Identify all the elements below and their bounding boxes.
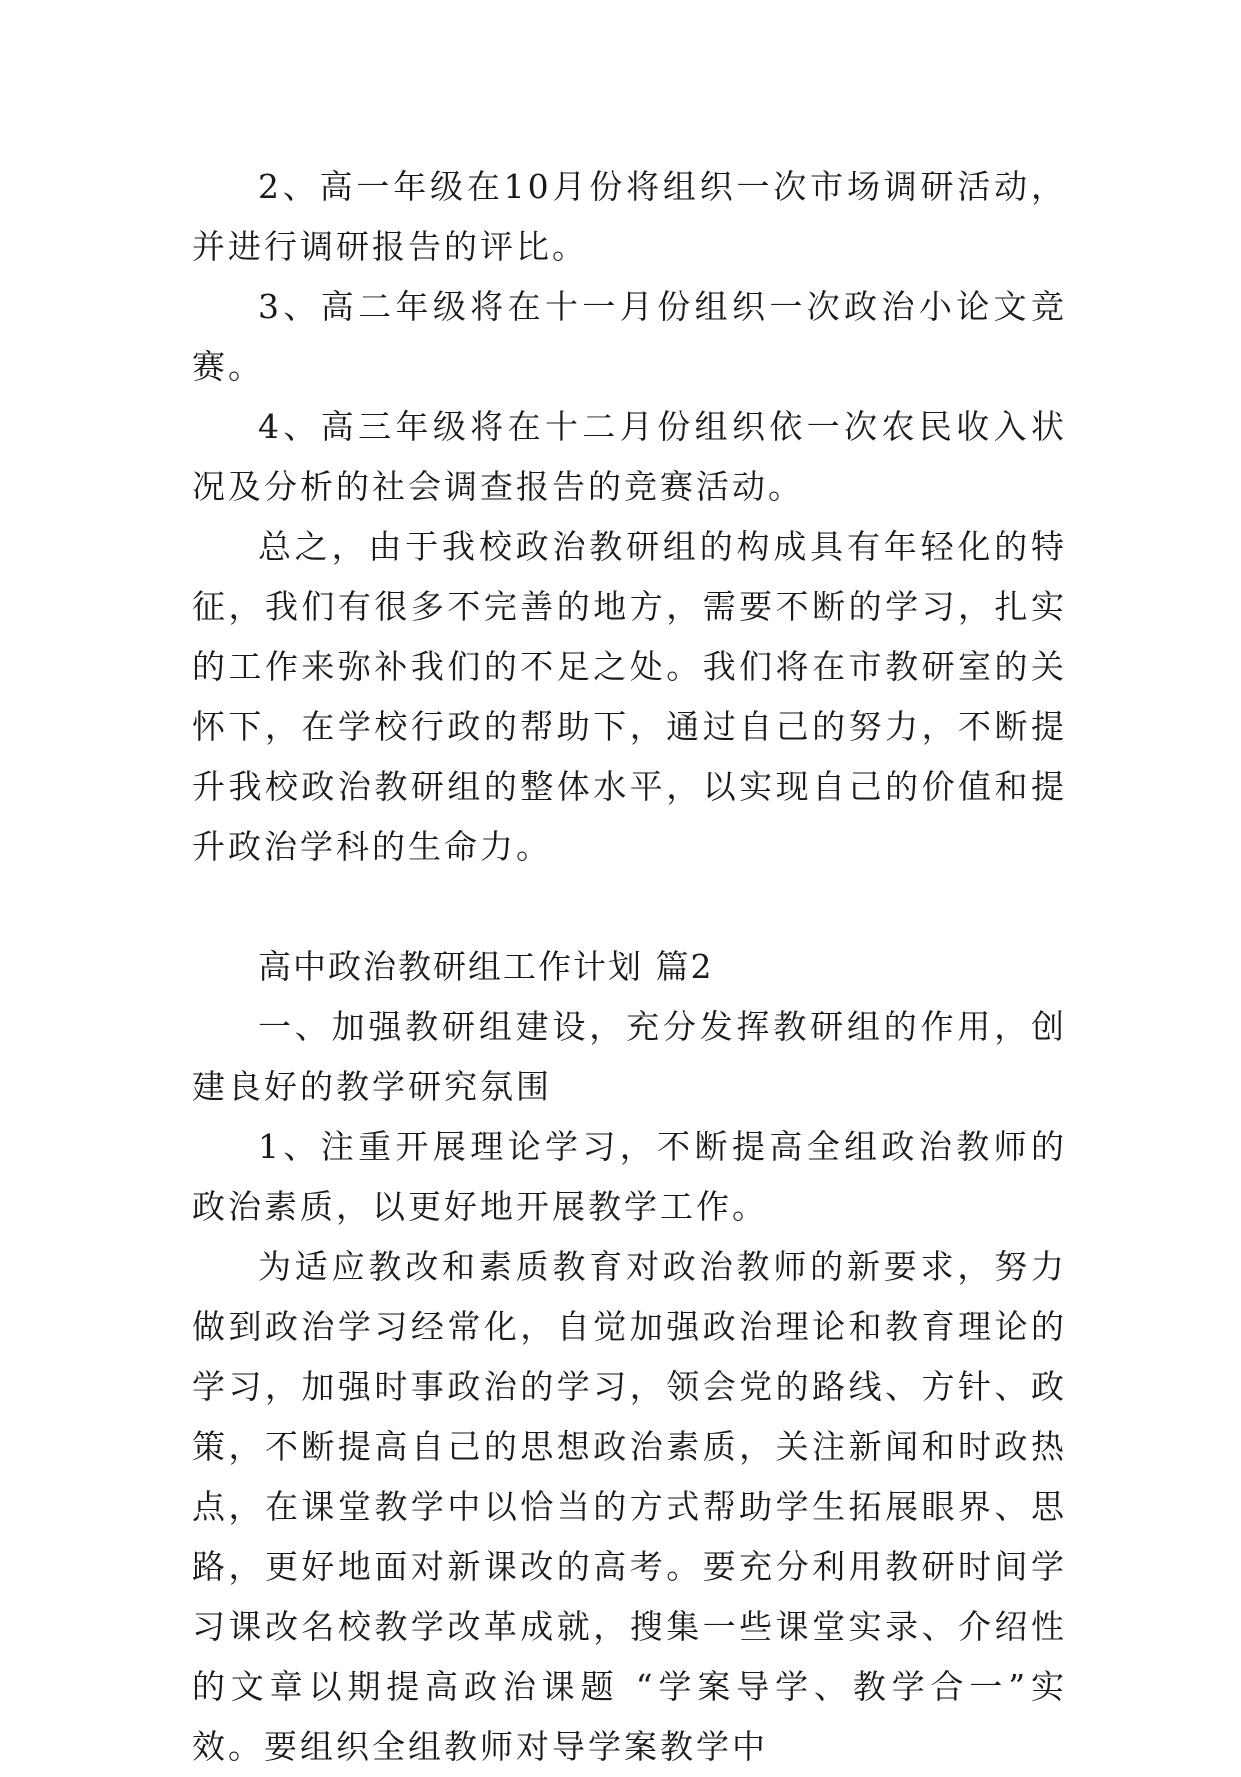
paragraph-grade-three-plan: 4、高三年级将在十二月份组织依一次农民收入状况及分析的社会调查报告的竞赛活动。: [192, 407, 1067, 506]
paragraph-grade-one-plan: 2、高一年级在10月份将组织一次市场调研活动，并进行调研报告的评比。: [192, 167, 1067, 266]
paragraph-theory-study: 1、注重开展理论学习，不断提高全组政治教师的政治素质，以更好地开展教学工作。: [192, 1127, 1067, 1226]
paragraph-requirements: 为适应教改和素质教育对政治教师的新要求，努力做到政治学习经常化，自觉加强政治理论和教育理论的学习，加强时事政治的学习，领会党的路线、方针、政策，不断提高自己的思想政治素质，关注新闻和时政热点，在课堂教学中以恰当的方式帮助学生拓展眼界、思路，更好地面对新课改的高考。要充分利用教研时间学习课改名校教学改革成就，搜集一些课堂实录、介绍性的文章以期提高政治课题 “学案导学、教学合一”实效。要组织全组教师对导学案教学中: [192, 1247, 1067, 1766]
paragraph-section-one-heading: 一、加强教研组建设，充分发挥教研组的作用，创建良好的教学研究氛围: [192, 1007, 1067, 1106]
document-body: [192, 157, 1067, 1777]
paragraph-grade-two-plan: 3、高二年级将在十一月份组织一次政治小论文竞赛。: [192, 287, 1067, 386]
section-title: 高中政治教研组工作计划 篇2: [258, 947, 714, 986]
paragraph-summary: 总之，由于我校政治教研组的构成具有年轻化的特征，我们有很多不完善的地方，需要不断的学习，扎实的工作来弥补我们的不足之处。我们将在市教研室的关怀下，在学校行政的帮助下，通过自己的努力，不断提升我校政治教研组的整体水平，以实现自己的价值和提升政治学科的生命力。: [192, 527, 1067, 866]
